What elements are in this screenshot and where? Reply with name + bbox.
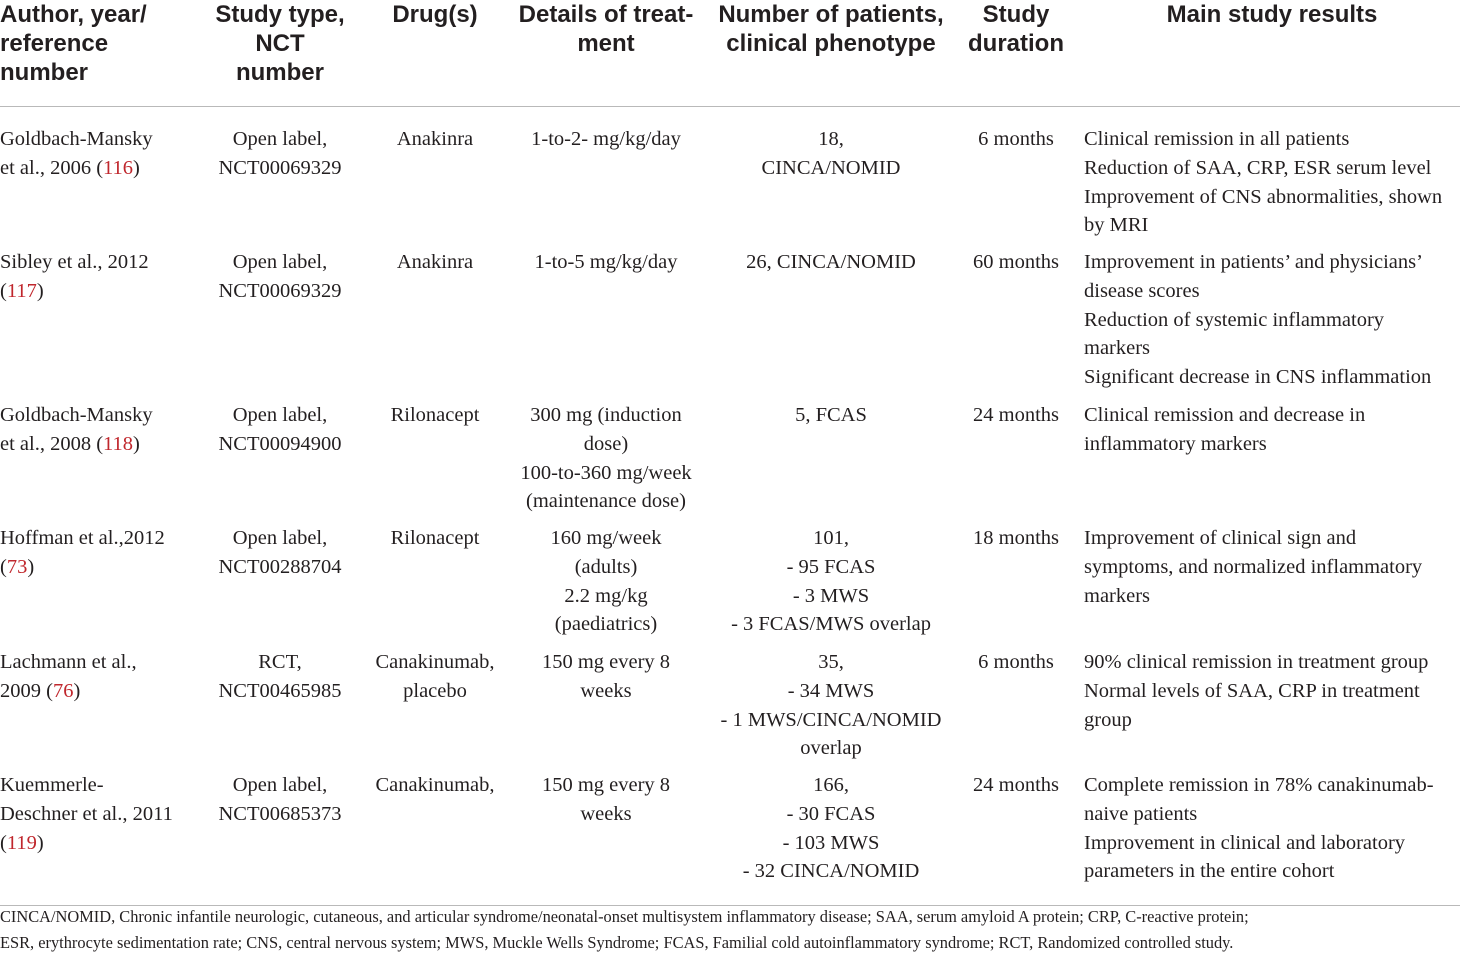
row2-duration: 60 months [973,251,1059,273]
row1-results: Clinical remission in all patients Reduction of SAA, CRP, ESR serum level Improvement of CNS abnormalities, shown by MRI [1084,128,1443,237]
row6-drugs: Canakinumab, [375,774,495,796]
header-duration: Study duration [968,1,1064,57]
header-drugs: Drug(s) [392,1,478,28]
header-results: Main study results [1166,1,1378,28]
footnote-line-2: ESR, erythrocyte sedimentation rate; CNS, central nervous system; MWS, Muckle Wells Syndrome; FCAS, Familial cold autoinflammatory syndrome; RCT, Randomized controlled study. [0,933,1234,952]
row6-patients: 166, - 30 FCAS - 103 MWS - 32 CINCA/NOMID [742,774,920,883]
row5-patients: 35, - 34 MWS - 1 MWS/CINCA/NOMID overlap [720,651,942,760]
reference-link[interactable]: 117 [6,279,37,302]
reference-link[interactable]: 76 [52,679,74,702]
row4-duration: 18 months [973,527,1059,549]
row3-duration: 24 months [973,404,1059,426]
row6-details: 150 mg every 8 weeks [541,774,671,825]
row2-details: 1-to-5 mg/kg/day [534,251,678,273]
row6-study-type: Open label, NCT00685373 [218,774,342,825]
reference-link[interactable]: 73 [6,555,28,578]
row5-author: Lachmann et al., 2009 (76) [0,651,137,702]
row3-results: Clinical remission and decrease in inflammatory markers [1084,404,1366,455]
row3-drugs: Rilonacept [390,404,480,426]
row3-patients: 5, FCAS [795,404,867,426]
row3-study-type: Open label, NCT00094900 [218,404,342,455]
header-details: Details of treat- ment [518,1,694,57]
row4-study-type: Open label, NCT00288704 [218,527,342,578]
row1-drugs: Anakinra [396,128,474,150]
row4-author: Hoffman et al.,2012 (73) [0,527,165,578]
row5-details: 150 mg every 8 weeks [541,651,671,702]
row5-study-type: RCT, NCT00465985 [218,651,342,702]
row1-author: Goldbach-Mansky et al., 2006 (116) [0,128,153,179]
row4-drugs: Rilonacept [390,527,480,549]
row2-patients: 26, CINCA/NOMID [746,251,916,273]
footnote-line-1: CINCA/NOMID, Chronic infantile neurologic, cutaneous, and articular syndrome/neonatal-onset multisystem inflammatory disease; SAA, serum amyloid A protein; CRP, C-reactive protein; [0,907,1249,926]
header-patients: Number of patients, clinical phenotype [718,1,944,57]
row4-results: Improvement of clinical sign and symptoms, and normalized inflammatory markers [1084,527,1423,607]
row4-details: 160 mg/week (adults) 2.2 mg/kg (paediatrics) [550,527,662,636]
header-rule [0,106,1460,107]
reference-link[interactable]: 118 [103,432,134,455]
row5-duration: 6 months [978,651,1054,673]
row1-details: 1-to-2- mg/kg/day [531,128,681,150]
row5-results: 90% clinical remission in treatment group Normal levels of SAA, CRP in treatment group [1084,651,1429,731]
row2-results: Improvement in patients’ and physicians’ disease scores Reduction of systemic inflammatory markers Significant decrease in CNS inflammation [1084,251,1432,389]
row2-drugs: Anakinra [396,251,474,273]
row3-author: Goldbach-Mansky et al., 2008 (118) [0,404,153,455]
row1-study-type: Open label, NCT00069329 [218,128,342,179]
row2-study-type: Open label, NCT00069329 [218,251,342,302]
row6-author: Kuemmerle- Deschner et al., 2011 (119) [0,774,173,854]
row1-duration: 6 months [978,128,1054,150]
header-study-type: Study type, NCT number [215,1,345,86]
row2-author: Sibley et al., 2012 (117) [0,251,149,302]
row6-duration: 24 months [973,774,1059,796]
row5-drugs: Canakinumab, placebo [375,651,495,702]
header-author: Author, year/ reference number [0,1,147,86]
reference-link[interactable]: 116 [103,156,134,179]
reference-link[interactable]: 119 [6,831,37,854]
row6-results: Complete remission in 78% canakinumab- naive patients Improvement in clinical and laboratory parameters in the entire cohort [1084,774,1434,883]
row1-patients: 18, CINCA/NOMID [761,128,901,179]
row3-details: 300 mg (induction dose) 100-to-360 mg/week (maintenance dose) [520,404,692,513]
row4-patients: 101, - 95 FCAS - 3 MWS - 3 FCAS/MWS overlap [731,527,931,636]
